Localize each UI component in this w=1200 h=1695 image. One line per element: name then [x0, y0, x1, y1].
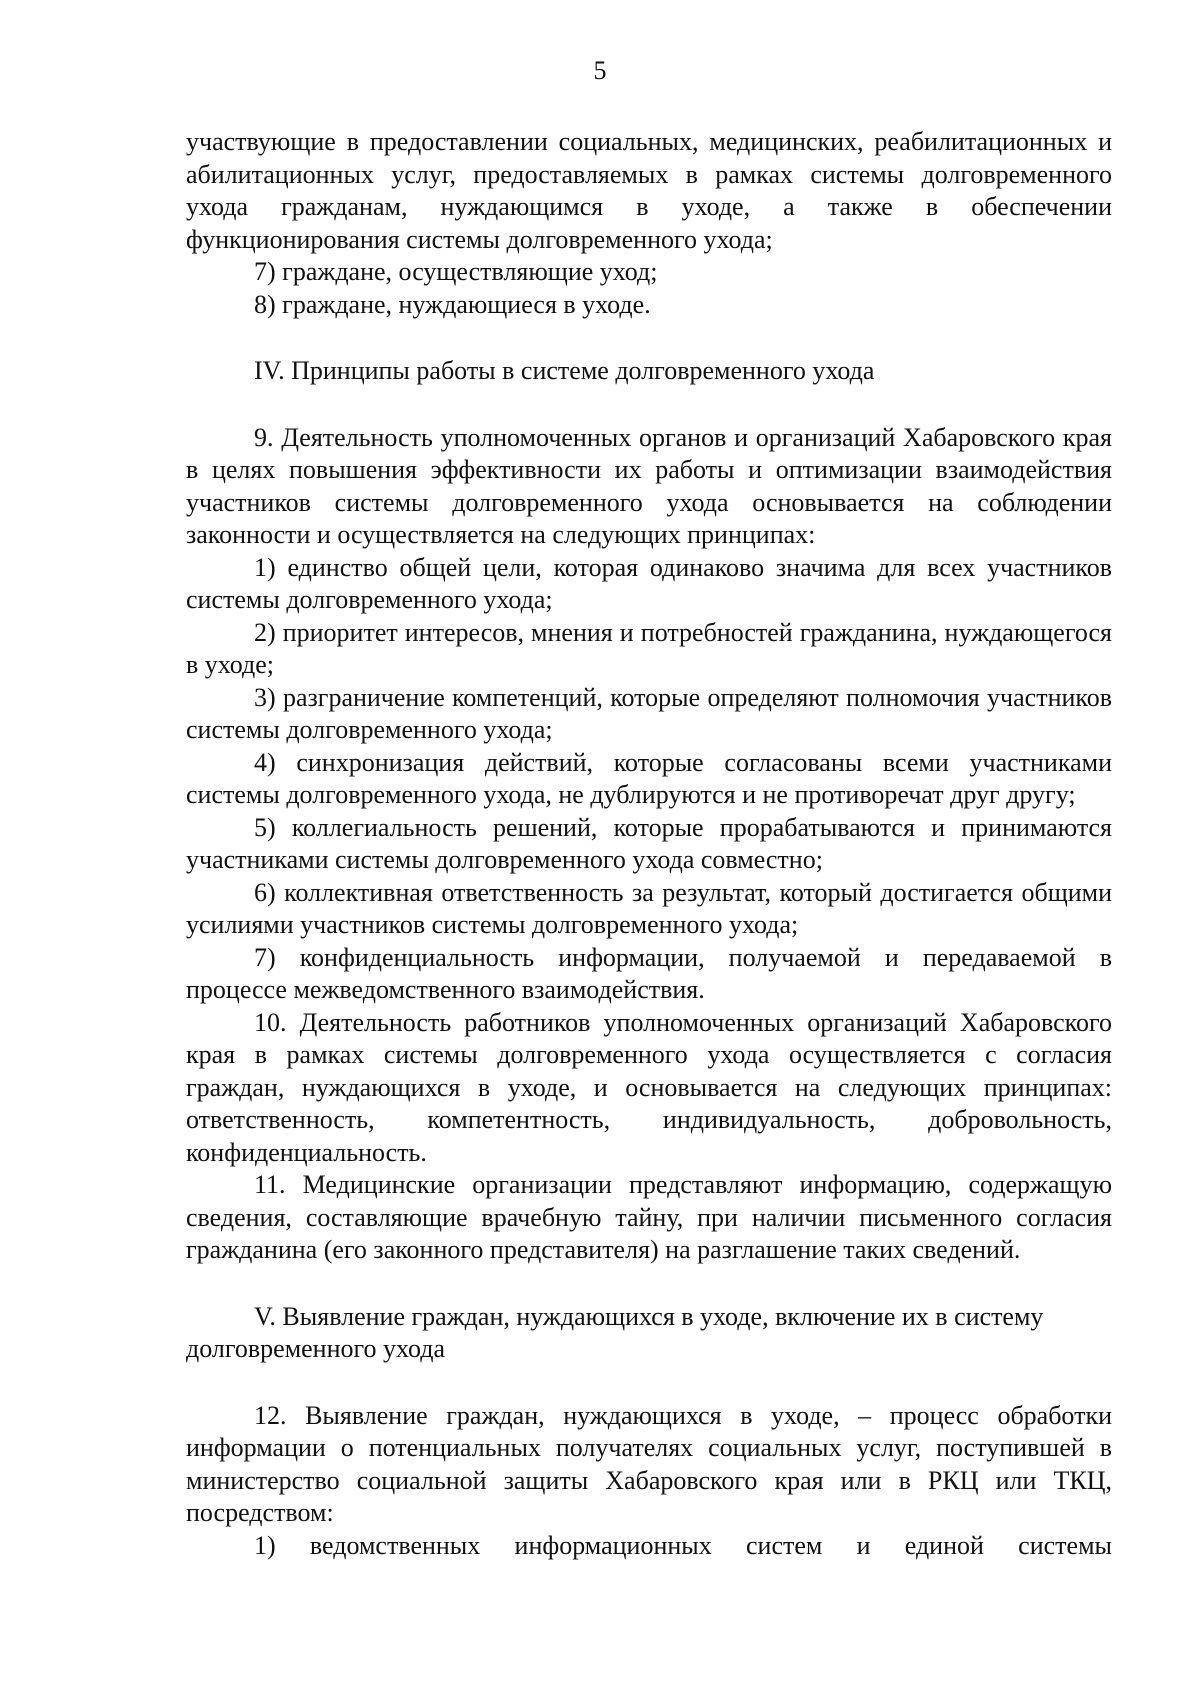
spacer [186, 388, 1112, 422]
list-item-8: 8) граждане, нуждающиеся в уходе. [254, 289, 651, 319]
clause-12: 12. Выявление граждан, нуждающихся в уходе, – процесс обработки информации о потенциальных получателях социальных услуг, поступившей в министерство социальной защиты Хабаровского края или в РКЦ или ТКЦ, посредством: [186, 1400, 1112, 1527]
page-number: 5 [593, 56, 607, 85]
paragraph-continuation: участвующие в предоставлении социальных, медицинских, реабилитационных и абилитационных услуг, предоставляемых в рамках системы долговременного ухода гражданам, нуждающимся в уходе, а также в обеспечении функционирования системы долговременного ухода; [186, 127, 1112, 254]
clause-12-item-1: 1) ведомственных информационных систем и единой системы [254, 1530, 1112, 1560]
principle-1: 1) единство общей цели, которая одинаково значима для всех участников системы долговременного ухода; [186, 552, 1112, 614]
spacer [186, 1267, 1112, 1301]
principle-2: 2) приоритет интересов, мнения и потребностей гражданина, нуждающегося в уходе; [186, 617, 1112, 679]
document-body [186, 126, 1112, 1562]
clause-9: 9. Деятельность уполномоченных органов и организаций Хабаровского края в целях повышения эффективности их работы и оптимизации взаимодействия участников системы долговременного ухода основывается на соблюдении законности и осуществляется на следующих принципах: [186, 422, 1112, 549]
clause-10: 10. Деятельность работников уполномоченных организаций Хабаровского края в рамках системы долговременного ухода осуществляется с согласия граждан, нуждающихся в уходе, и основывается на следующих принципах: ответственность, компетентность, индивидуальность, добровольность, конфиденциальность. [186, 1007, 1112, 1167]
spacer [186, 1366, 1112, 1400]
list-item-7: 7) граждане, осуществляющие уход; [254, 257, 658, 286]
principle-3: 3) разграничение компетенций, которые определяют полномочия участников системы долговременного ухода; [186, 682, 1112, 744]
spacer [186, 321, 1112, 355]
principle-4: 4) синхронизация действий, которые согласованы всеми участниками системы долговременного ухода, не дублируются и не противоречат друг другу; [186, 747, 1112, 809]
clause-11: 11. Медицинские организации представляют информацию, содержащую сведения, составляющие врачебную тайну, при наличии письменного согласия гражданина (его законного представителя) на разглашение таких сведений. [186, 1170, 1112, 1264]
section-heading-iv: IV. Принципы работы в системе долговременного ухода [254, 356, 875, 385]
principle-7: 7) конфиденциальность информации, получаемой и передаваемой в процессе межведомственного взаимодействия. [186, 942, 1112, 1004]
section-heading-v: V. Выявление граждан, нуждающихся в уходе, включение их в систему долговременного ухода [186, 1301, 1044, 1363]
principle-5: 5) коллегиальность решений, которые прорабатываются и принимаются участниками системы долговременного ухода совместно; [186, 812, 1112, 874]
principle-6: 6) коллективная ответственность за результат, который достигается общими усилиями участников системы долговременного ухода; [186, 877, 1112, 939]
